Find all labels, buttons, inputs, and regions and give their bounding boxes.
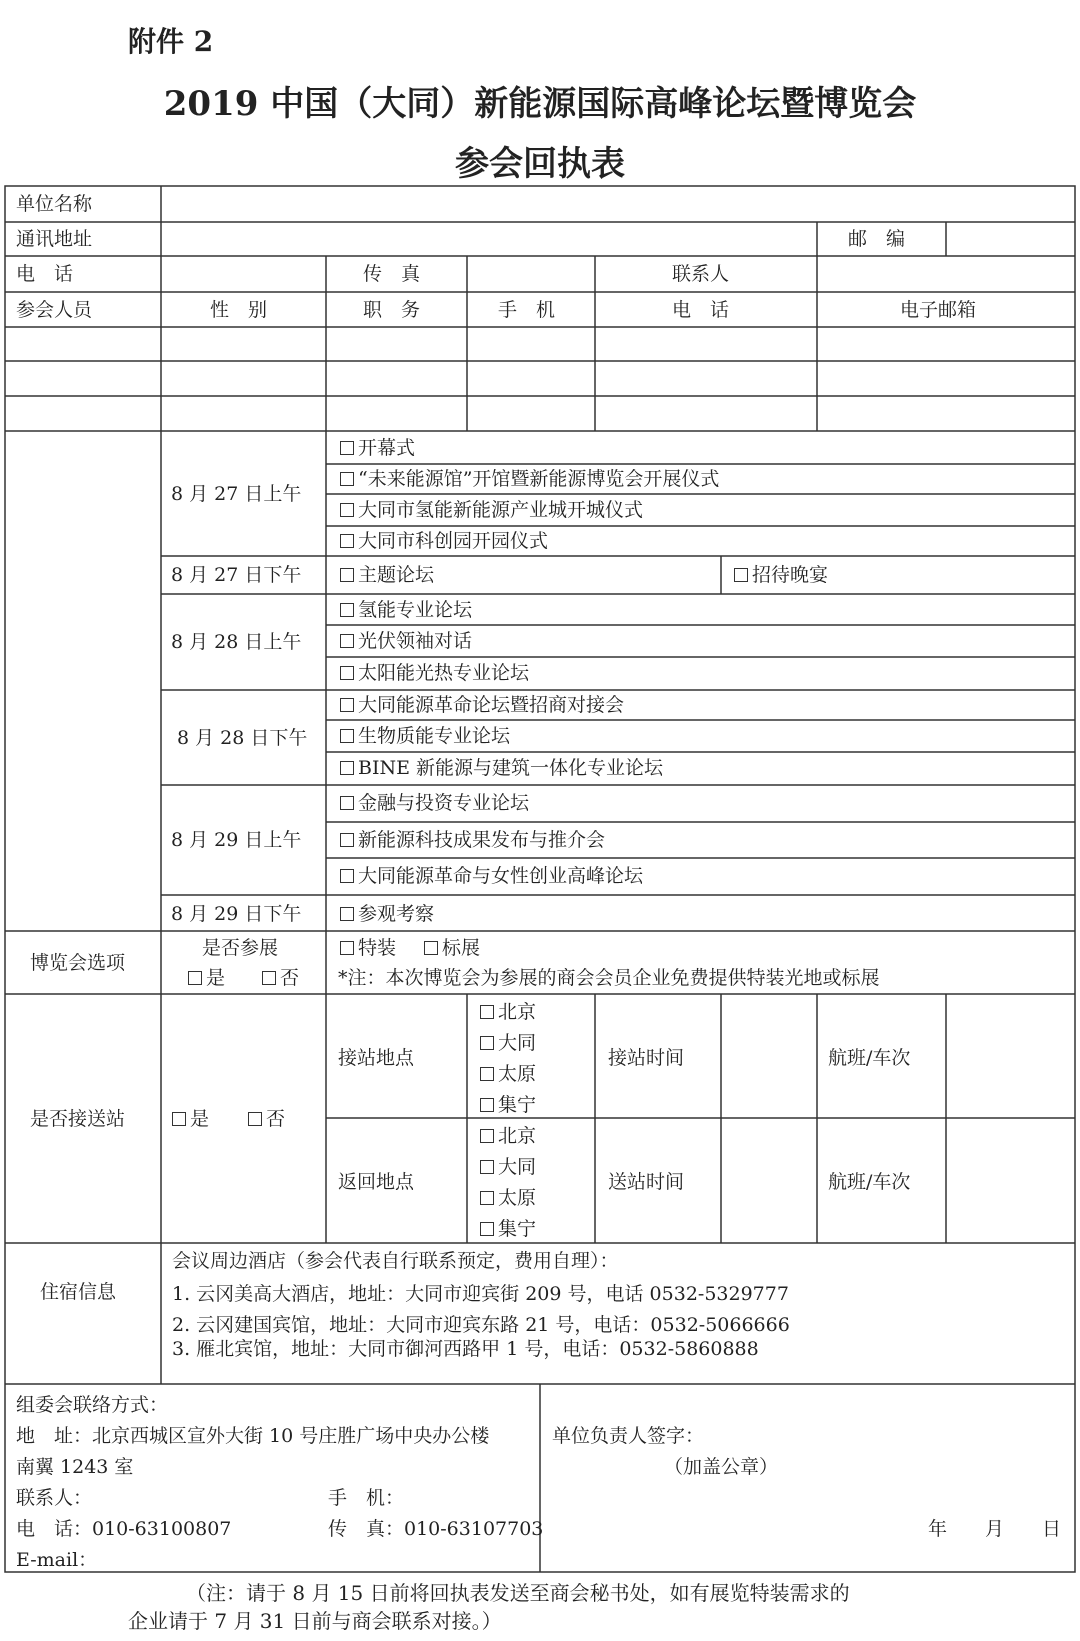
phone2-label: 电 话 (672, 299, 730, 321)
attendees-label: 参会人员 (16, 299, 93, 321)
checkbox[interactable] (340, 634, 354, 648)
checkbox[interactable] (340, 761, 354, 775)
expo-type-standard[interactable]: 标展 (424, 936, 480, 960)
postcode-label: 邮 编 (848, 228, 906, 250)
option-hydrogen-forum[interactable]: 氢能专业论坛 (340, 598, 472, 622)
transfer-yes[interactable]: 是 (172, 1107, 209, 1131)
checkbox[interactable] (340, 441, 354, 455)
option-tech-park[interactable]: 大同市科创园开园仪式 (340, 529, 548, 553)
hotel-item: 2. 云冈建国宾馆，地址：大同市迎宾东路 21 号，电话：0532-5066666 (172, 1314, 790, 1336)
form-title: 2019 中国（大同）新能源国际高峰论坛暨博览会 (163, 84, 917, 124)
checkbox[interactable] (480, 1222, 494, 1236)
committee-mobile: 手 机： (328, 1487, 405, 1509)
checkbox[interactable] (340, 698, 354, 712)
committee-email: E-mail： (16, 1549, 98, 1571)
signature-label: 单位负责人签字： (552, 1425, 705, 1447)
option-site-visit[interactable]: 参观考察 (340, 902, 434, 926)
option-tech-release[interactable]: 新能源科技成果发布与推介会 (340, 828, 605, 852)
return-city-datong[interactable]: 大同 (480, 1155, 536, 1179)
checkbox[interactable] (480, 1191, 494, 1205)
pickup-city-datong[interactable]: 大同 (480, 1031, 536, 1055)
checkbox[interactable] (340, 603, 354, 617)
option-main-forum[interactable]: 主题论坛 (340, 563, 434, 587)
pickup-place-label: 接站地点 (338, 1047, 415, 1069)
option-bine[interactable]: BINE 新能源与建筑一体化专业论坛 (340, 756, 663, 780)
checkbox[interactable] (340, 833, 354, 847)
option-solar-thermal[interactable]: 太阳能光热专业论坛 (340, 661, 529, 685)
email-label: 电子邮箱 (900, 299, 977, 321)
committee-title: 组委会联络方式： (16, 1394, 169, 1416)
sign-date: 年 月 日 (928, 1518, 1062, 1540)
expo-yes[interactable]: 是 (188, 966, 225, 990)
checkbox[interactable] (480, 1005, 494, 1019)
phone-label: 电 话 (16, 263, 74, 285)
option-finance[interactable]: 金融与投资专业论坛 (340, 791, 529, 815)
date-829-pm: 8 月 29 日下午 (171, 903, 302, 925)
option-banquet[interactable]: 招待晚宴 (734, 563, 828, 587)
committee-address: 地 址：北京西城区宣外大街 10 号庄胜广场中央办公楼 (16, 1425, 490, 1447)
pickup-city-taiyuan[interactable]: 太原 (480, 1062, 536, 1086)
checkbox[interactable] (480, 1098, 494, 1112)
committee-contact: 联系人： (16, 1487, 93, 1509)
expo-no[interactable]: 否 (262, 966, 299, 990)
pickup-flight-label: 航班/车次 (828, 1047, 911, 1069)
checkbox[interactable] (340, 534, 354, 548)
expo-type-special[interactable]: 特装 (340, 936, 396, 960)
pickup-time-label: 接站时间 (608, 1047, 685, 1069)
transfer-no[interactable]: 否 (248, 1107, 285, 1131)
date-829-am: 8 月 29 日上午 (171, 829, 302, 851)
checkbox[interactable] (340, 666, 354, 680)
form-subtitle: 参会回执表 (455, 144, 625, 184)
pickup-city-beijing[interactable]: 北京 (480, 1000, 536, 1024)
hotel-item: 1. 云冈美高大酒店，地址：大同市迎宾街 209 号，电话 0532-5329777 (172, 1283, 789, 1305)
contact-label: 联系人 (672, 263, 730, 285)
option-future-energy[interactable]: “未来能源馆”开馆暨新能源博览会开展仪式 (340, 467, 719, 491)
committee-phone: 电 话：010-63100807 (16, 1518, 232, 1540)
checkbox[interactable] (480, 1036, 494, 1050)
checkbox[interactable] (340, 941, 354, 955)
checkbox[interactable] (340, 729, 354, 743)
fax-label: 传 真 (363, 263, 421, 285)
expo-label: 博览会选项 (30, 952, 126, 974)
return-city-jining[interactable]: 集宁 (480, 1217, 536, 1241)
transfer-label: 是否接送站 (30, 1108, 126, 1130)
checkbox[interactable] (480, 1129, 494, 1143)
checkbox[interactable] (248, 1112, 262, 1126)
hotel-intro: 会议周边酒店（参会代表自行联系预定，费用自理）： (172, 1250, 619, 1272)
checkbox[interactable] (340, 869, 354, 883)
dropoff-time-label: 送站时间 (608, 1171, 685, 1193)
option-biomass[interactable]: 生物质能专业论坛 (340, 724, 510, 748)
option-opening[interactable]: 开幕式 (340, 436, 415, 460)
checkbox[interactable] (188, 971, 202, 985)
address-label: 通讯地址 (16, 228, 93, 250)
checkbox[interactable] (480, 1160, 494, 1174)
committee-address-room: 南翼 1243 室 (16, 1456, 134, 1478)
return-place-label: 返回地点 (338, 1171, 415, 1193)
expo-question: 是否参展 (202, 937, 279, 959)
return-city-beijing[interactable]: 北京 (480, 1124, 536, 1148)
footer-note-2: 企业请于 7 月 31 日前与商会联系对接。） (128, 1609, 502, 1633)
annex-label: 附件 2 (128, 25, 214, 58)
hotel-item: 3. 雁北宾馆，地址：大同市御河西路甲 1 号，电话：0532-5860888 (172, 1338, 759, 1360)
checkbox[interactable] (340, 472, 354, 486)
pickup-city-jining[interactable]: 集宁 (480, 1093, 536, 1117)
checkbox[interactable] (262, 971, 276, 985)
hotel-label: 住宿信息 (40, 1281, 117, 1303)
checkbox[interactable] (340, 568, 354, 582)
option-energy-revolution[interactable]: 大同能源革命论坛暨招商对接会 (340, 693, 624, 717)
option-pv-dialogue[interactable]: 光伏领袖对话 (340, 629, 472, 653)
checkbox[interactable] (734, 568, 748, 582)
option-hydrogen-city[interactable]: 大同市氢能新能源产业城开城仪式 (340, 498, 643, 522)
footer-note-1: （注：请于 8 月 15 日前将回执表发送至商会秘书处，如有展览特装需求的 (186, 1581, 850, 1605)
checkbox[interactable] (424, 941, 438, 955)
committee-fax: 传 真：010-63107703 (328, 1518, 544, 1540)
return-city-taiyuan[interactable]: 太原 (480, 1186, 536, 1210)
seal-label: （加盖公章） (664, 1456, 779, 1478)
option-women-forum[interactable]: 大同能源革命与女性创业高峰论坛 (340, 864, 643, 888)
org-name-label: 单位名称 (16, 193, 93, 215)
date-827-am: 8 月 27 日上午 (171, 483, 302, 505)
checkbox[interactable] (340, 796, 354, 810)
gender-label: 性 别 (210, 299, 268, 321)
date-828-pm: 8 月 28 日下午 (177, 727, 308, 749)
checkbox[interactable] (340, 503, 354, 517)
expo-note: *注：本次博览会为参展的商会会员企业免费提供特装光地或标展 (338, 967, 880, 989)
position-label: 职 务 (363, 299, 421, 321)
checkbox[interactable] (340, 907, 354, 921)
checkbox[interactable] (480, 1067, 494, 1081)
mobile-label: 手 机 (498, 299, 556, 321)
date-828-am: 8 月 28 日上午 (171, 631, 302, 653)
checkbox[interactable] (172, 1112, 186, 1126)
return-flight-label: 航班/车次 (828, 1171, 911, 1193)
date-827-pm: 8 月 27 日下午 (171, 564, 302, 586)
